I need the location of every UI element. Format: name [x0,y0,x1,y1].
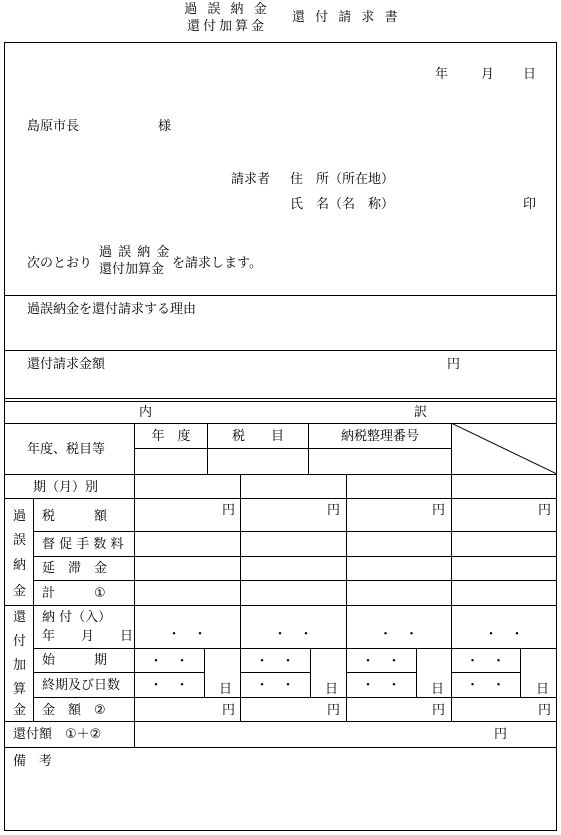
divider [4,295,557,296]
days-unit: 日 [431,682,445,697]
grid-line [4,721,557,722]
row-end-days: 終期及び日数 [42,678,121,693]
interest-vertical-2: 付 [13,634,27,649]
tax-amount-unit: 円 [222,503,236,518]
grid-line [33,697,557,698]
overpaid-vertical-1: 過 [13,509,27,524]
row-start-period: 始 期 [42,653,108,668]
grid-line [346,672,416,673]
days-unit: 日 [219,682,233,697]
col-year: 年 度 [151,429,191,444]
date-day: 日 [523,67,537,82]
grid-line [520,648,521,697]
grid-line [204,648,205,697]
title-line-interest: 還付加算金 [186,19,267,34]
request-suffix: を請求します。 [172,256,262,271]
remarks-label: 備 考 [13,754,53,769]
interest-vertical-3: 加 [13,658,27,673]
seal-mark: 印 [523,197,537,212]
payment-date-dots: ・ ・ [484,627,524,642]
claimant-label: 請求者 [231,172,271,187]
interest-vertical-4: 算 [13,682,27,697]
col-tax-number: 納税整理番号 [340,429,419,444]
diagonal-slash [451,423,557,474]
interest-vertical-1: 還 [13,610,27,625]
payment-date-dots: ・ ・ [273,627,313,642]
overpaid-vertical-3: 納 [13,558,27,573]
double-divider [4,401,557,402]
grid-line [33,580,557,581]
tax-amount-unit: 円 [327,503,341,518]
grid-line [134,672,204,673]
refund-amount-label: 還付請求金額 [27,357,106,372]
refund-total-unit: 円 [494,727,508,742]
row-interest-amount: 金 額 ② [42,703,106,718]
start-period-dots: ・ ・ [465,654,505,669]
row-reminder-fee: 督 促 手 数 料 [42,537,124,552]
grid-line [134,474,135,747]
double-divider [4,398,557,399]
row-payment-date-line1: 納 付（入） [42,610,112,625]
grid-line [33,672,134,673]
grid-line [240,672,310,673]
end-period-dots: ・ ・ [255,678,295,693]
interest-amount-unit: 円 [432,703,446,718]
grid-line [310,648,311,697]
breakdown-header-left: 内 [139,405,153,420]
request-type-interest: 還付加算金 [99,262,165,277]
end-period-dots: ・ ・ [361,678,401,693]
grid-line [4,498,557,499]
row-tax-amount: 税 額 [42,509,108,524]
interest-amount-unit: 円 [222,703,236,718]
grid-line [134,448,451,449]
end-period-dots: ・ ・ [465,678,505,693]
reason-label: 過誤納金を還付請求する理由 [27,302,197,317]
days-unit: 日 [325,682,339,697]
grid-line [4,605,557,606]
grid-line [4,474,557,475]
interest-amount-unit: 円 [327,703,341,718]
row-delinquency: 延 滞 金 [42,561,108,576]
row-payment-date-line2: 年 月 日 [42,629,134,644]
overpaid-vertical-4: 金 [13,584,27,599]
start-period-dots: ・ ・ [149,654,189,669]
request-type-overpaid: 過 誤 納 金 [99,245,171,260]
days-unit: 日 [536,682,550,697]
tax-amount-unit: 円 [432,503,446,518]
title-line-overpaid: 過 誤 納 金 [184,2,270,17]
address-label: 住 所（所在地） [290,172,395,187]
request-prefix: 次のとおり [27,256,93,271]
title-suffix: 還 付 請 求 書 [292,10,401,25]
payment-date-dots: ・ ・ [378,627,418,642]
grid-line [416,648,417,697]
name-label: 氏 名（名 称） [290,197,395,212]
honorific: 様 [158,119,172,134]
divider [4,350,557,351]
grid-line [451,672,520,673]
grid-line [33,531,557,532]
date-month: 月 [481,67,495,82]
interest-vertical-5: 金 [13,703,27,718]
overpaid-vertical-2: 誤 [13,533,27,548]
end-period-dots: ・ ・ [149,678,189,693]
start-period-dots: ・ ・ [255,654,295,669]
refund-total-label: 還付額 ①＋② [13,727,102,742]
payment-date-dots: ・ ・ [167,627,207,642]
grid-line [4,747,557,748]
addressee: 島原市長 [27,119,80,134]
date-year: 年 [435,67,449,82]
grid-line [33,556,557,557]
col-tax: 税 目 [231,429,284,444]
grid-line [33,648,557,649]
year-tax-label: 年度、税目等 [27,442,106,457]
refund-amount-unit: 円 [447,357,461,372]
period-label: 期（月）別 [33,480,99,495]
row-total: 計 ① [42,586,106,601]
interest-amount-unit: 円 [538,703,552,718]
start-period-dots: ・ ・ [361,654,401,669]
breakdown-header-right: 訳 [414,405,428,420]
tax-amount-unit: 円 [538,503,552,518]
